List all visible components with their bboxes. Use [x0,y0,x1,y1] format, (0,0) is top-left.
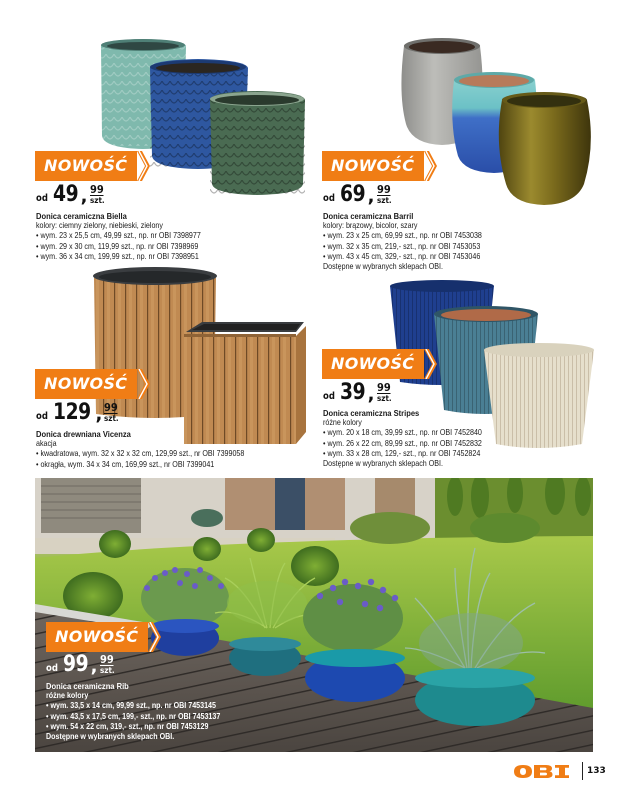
price-comma: , [367,186,375,207]
price-main: 99 [63,652,89,677]
new-badge-label: NOWOŚĆ [35,369,137,399]
product-description-vicenza [36,429,244,470]
product-vicenza-image [92,264,310,446]
price-prefix: od [323,391,335,402]
price-prefix: od [46,663,58,674]
product-subtitle: kolory: ciemny zielony, niebieski, zielony [36,221,163,231]
product-line: • wym. 33 x 28 cm, 129,- szt., np. nr OBI 7452824 [323,448,481,458]
price-rib [46,654,116,676]
price-biella [36,184,106,206]
product-description-rib [46,681,220,742]
price-fraction: 99 [104,401,119,414]
price-main: 49 [53,182,79,207]
price-fraction: 99 [376,183,391,196]
product-line: • wym. 26 x 22 cm, 89,99 szt., np. nr OBI 7452832 [323,438,482,448]
product-line: • kwadratowa, wym. 32 x 32 x 32 cm, 129,99 szt., nr OBI 7399058 [36,449,245,459]
product-subtitle: różne kolory [46,691,89,701]
new-badge [322,151,438,181]
price-unit: szt. [99,666,115,675]
product-line: • wym. 29 x 30 cm, 119,99 szt., np. nr OBI 7398969 [36,241,199,251]
product-title: Donica drewniana Vicenza [36,429,131,439]
price-fraction: 99 [376,381,391,394]
price-comma: , [95,404,103,425]
price-unit: szt. [376,394,392,403]
price-main: 129 [53,400,91,425]
price-main: 39 [340,380,366,405]
new-badge-label: NOWOŚĆ [46,622,148,652]
product-subtitle: akacja [36,439,57,449]
product-line: • wym. 33,5 x 14 cm, 99,99 szt., np. nr OBI 7453145 [46,701,216,711]
price-main: 69 [340,182,366,207]
product-line: • wym. 23 x 25,5 cm, 49,99 szt., np. nr OBI 7398977 [36,231,201,241]
price-fraction: 99 [99,653,114,666]
new-badge [46,622,162,652]
price-comma: , [90,656,98,677]
availability-note: Dostępne w wybranych sklepach OBI. [323,262,443,272]
ceramic-pots-barril-illustration [394,34,600,210]
product-subtitle: różne kolory [323,418,362,428]
new-badge [35,369,151,399]
product-barril-image [394,34,600,210]
new-badge-label: NOWOŚĆ [322,151,424,181]
product-description-barril [323,211,482,272]
product-line: • wym. 36 x 34 cm, 199,99 szt., np. nr OBI 7398951 [36,251,199,261]
price-fraction: 99 [89,183,104,196]
price-unit: szt. [376,196,392,205]
price-prefix: od [323,193,335,204]
product-line: • wym. 32 x 35 cm, 219,- szt., np. nr OBI 7453053 [323,241,481,251]
page-number: 133 [587,766,606,776]
chevron-right-icon [424,349,438,379]
availability-note: Dostępne w wybranych sklepach OBI. [46,732,175,742]
availability-note: Dostępne w wybranych sklepach OBI. [323,459,443,469]
price-unit: szt. [104,414,119,423]
product-title: Donica ceramiczna Biella [36,211,127,221]
hero-photo-rib [35,478,593,752]
product-line: • wym. 43 x 45 cm, 329,- szt., np. nr OBI 7453046 [323,251,481,261]
page-number-separator [582,762,583,780]
obi-logo [514,765,570,783]
product-description-biella [36,211,201,262]
new-badge [35,151,151,181]
price-comma: , [80,186,88,207]
price-prefix: od [36,411,48,422]
product-title: Donica ceramiczna Barril [323,211,414,221]
product-subtitle: kolory: brązowy, bicolor, szary [323,221,418,231]
obi-logo-icon [514,765,570,778]
product-title: Donica ceramiczna Stripes [323,408,420,418]
new-badge [322,349,438,379]
price-prefix: od [36,193,48,204]
product-title: Donica ceramiczna Rib [46,681,129,691]
product-line: • wym. 43,5 x 17,5 cm, 199,- szt., np. nr OBI 7453137 [46,711,221,721]
price-stripes [323,382,393,404]
chevron-right-icon [137,369,151,399]
new-badge-label: NOWOŚĆ [35,151,137,181]
product-line: • wym. 54 x 22 cm, 319,- szt., np. nr OBI 7453129 [46,721,209,731]
wooden-planters-vicenza-illustration [92,264,310,446]
price-barril [323,184,393,206]
new-badge-label: NOWOŚĆ [322,349,424,379]
product-line: • okrągła, wym. 34 x 34 cm, 169,99 szt., nr OBI 7399041 [36,459,215,469]
chevron-right-icon [137,151,151,181]
price-vicenza [36,402,121,424]
chevron-right-icon [424,151,438,181]
product-line: • wym. 20 x 18 cm, 39,99 szt., np. nr OBI 7452840 [323,428,482,438]
price-comma: , [367,384,375,405]
product-description-stripes [323,408,482,469]
chevron-right-icon [148,622,162,652]
price-unit: szt. [89,196,105,205]
product-line: • wym. 23 x 25 cm, 69,99 szt., np. nr OBI 7453038 [323,231,482,241]
